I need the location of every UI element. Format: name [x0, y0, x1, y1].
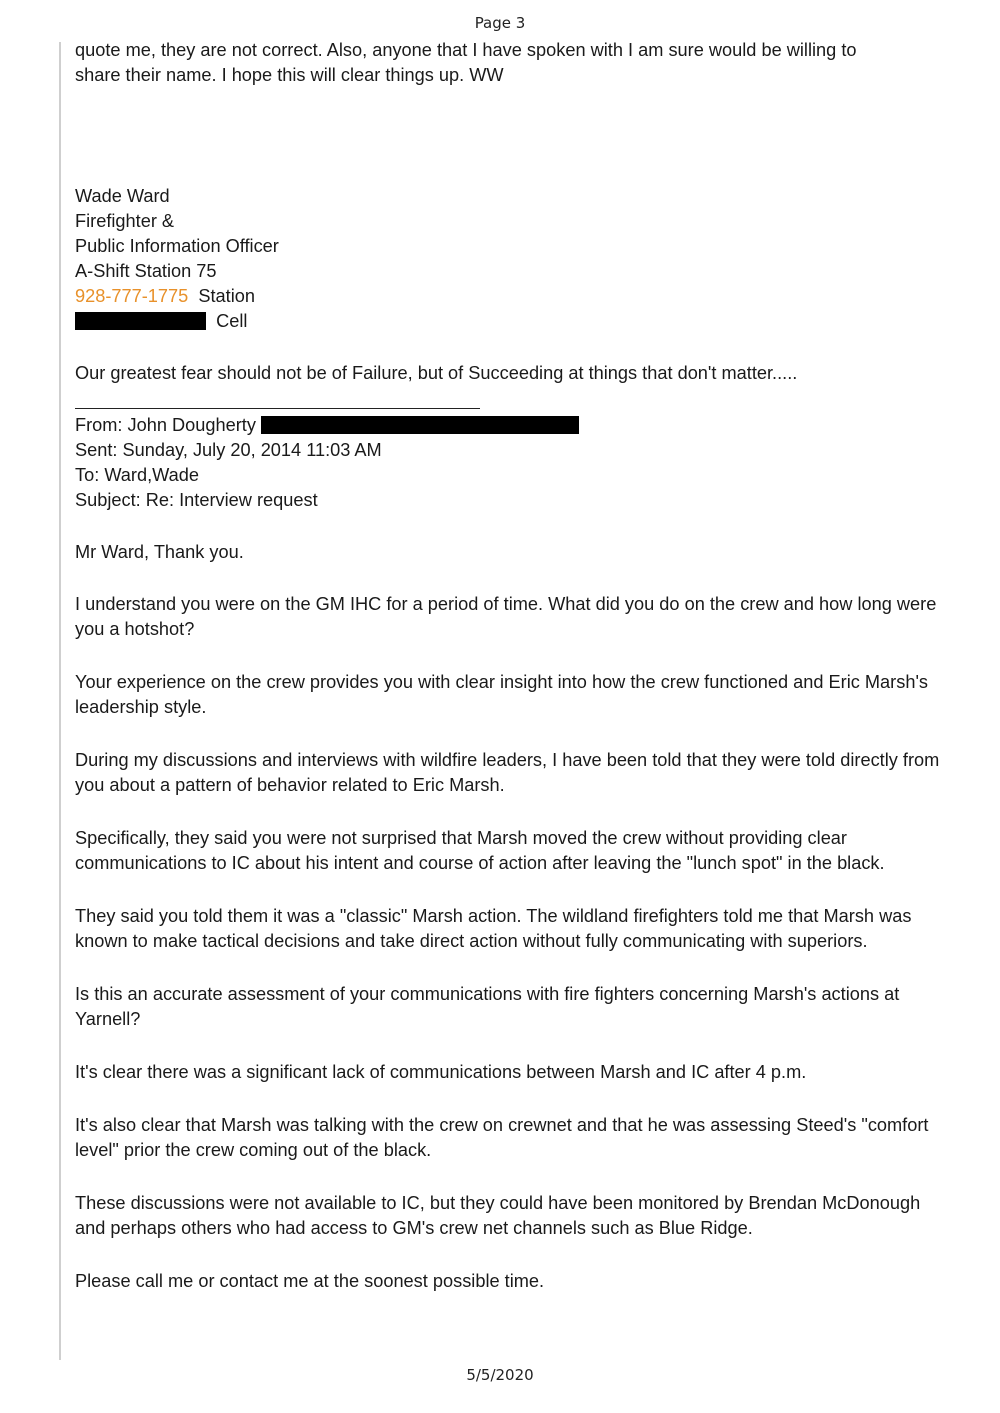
- email-paragraph: These discussions were not available to IC, but they could have been monitored by Brendan McDonough and perhaps others who had access to GM's crew net channels such as Blue Ridge.: [75, 1193, 921, 1238]
- signature-cell-line: [75, 309, 955, 334]
- left-margin-rule: [59, 42, 61, 1360]
- email-greeting: Mr Ward, Thank you.: [75, 542, 244, 562]
- page-footer-date: 5/5/2020: [466, 1366, 534, 1384]
- page-header: Page 3: [474, 14, 526, 32]
- email-from-line: [75, 413, 955, 438]
- redacted-cell-number: [75, 312, 206, 330]
- email-paragraph: Specifically, they said you were not surprised that Marsh moved the crew without providing clear communications to IC about his intent and course of action after leaving the "lunch spot" in the black.: [75, 828, 885, 873]
- email-from: From: John Dougherty: [75, 415, 256, 435]
- email-to: To: Ward,Wade: [75, 465, 199, 485]
- station-phone-link[interactable]: 928-777-1775: [75, 286, 189, 306]
- email-paragraph: During my discussions and interviews with wildfire leaders, I have been told that they were told directly from you about a pattern of behavior related to Eric Marsh.: [75, 750, 940, 795]
- signature-name: Wade Ward: [75, 186, 170, 206]
- email-paragraph: I understand you were on the GM IHC for a period of time. What did you do on the crew and how long were you a hotshot?: [75, 594, 937, 639]
- signature-station: A-Shift Station 75: [75, 261, 217, 281]
- cell-label: Cell: [216, 311, 248, 331]
- station-phone-label: Station: [198, 286, 255, 306]
- signature-phone-line: [75, 284, 955, 309]
- email-paragraph: Your experience on the crew provides you with clear insight into how the crew functioned and Eric Marsh's leadership style.: [75, 672, 929, 717]
- intro-line-2: share their name. I hope this will clear things up. WW: [75, 65, 504, 85]
- email-paragraph: Is this an accurate assessment of your communications with fire fighters concerning Marsh's actions at Yarnell?: [75, 984, 900, 1029]
- email-subject: Subject: Re: Interview request: [75, 490, 318, 510]
- signature-quote: Our greatest fear should not be of Failure, but of Succeeding at things that don't matter.....: [75, 363, 798, 383]
- intro-line-1: quote me, they are not correct. Also, anyone that I have spoken with I am sure would be willing to: [75, 40, 857, 60]
- email-header: [75, 413, 955, 513]
- email-paragraph: It's also clear that Marsh was talking with the crew on crewnet and that he was assessing Steed's "comfort level" prior the crew coming out of the black.: [75, 1115, 929, 1160]
- signature-title-2: Public Information Officer: [75, 236, 279, 256]
- redacted-email-address: [261, 416, 579, 434]
- signature-block: [75, 184, 955, 334]
- email-sent: Sent: Sunday, July 20, 2014 11:03 AM: [75, 440, 382, 460]
- signature-title-1: Firefighter &: [75, 211, 175, 231]
- email-paragraph: They said you told them it was a "classic" Marsh action. The wildland firefighters told me that Marsh was known to make tactical decisions and take direct action without fully communicating with superiors.: [75, 906, 912, 951]
- email-paragraph: It's clear there was a significant lack of communications between Marsh and IC after 4 p.m.: [75, 1062, 807, 1082]
- email-content: [75, 38, 955, 1294]
- email-closing: Please call me or contact me at the soonest possible time.: [75, 1271, 545, 1291]
